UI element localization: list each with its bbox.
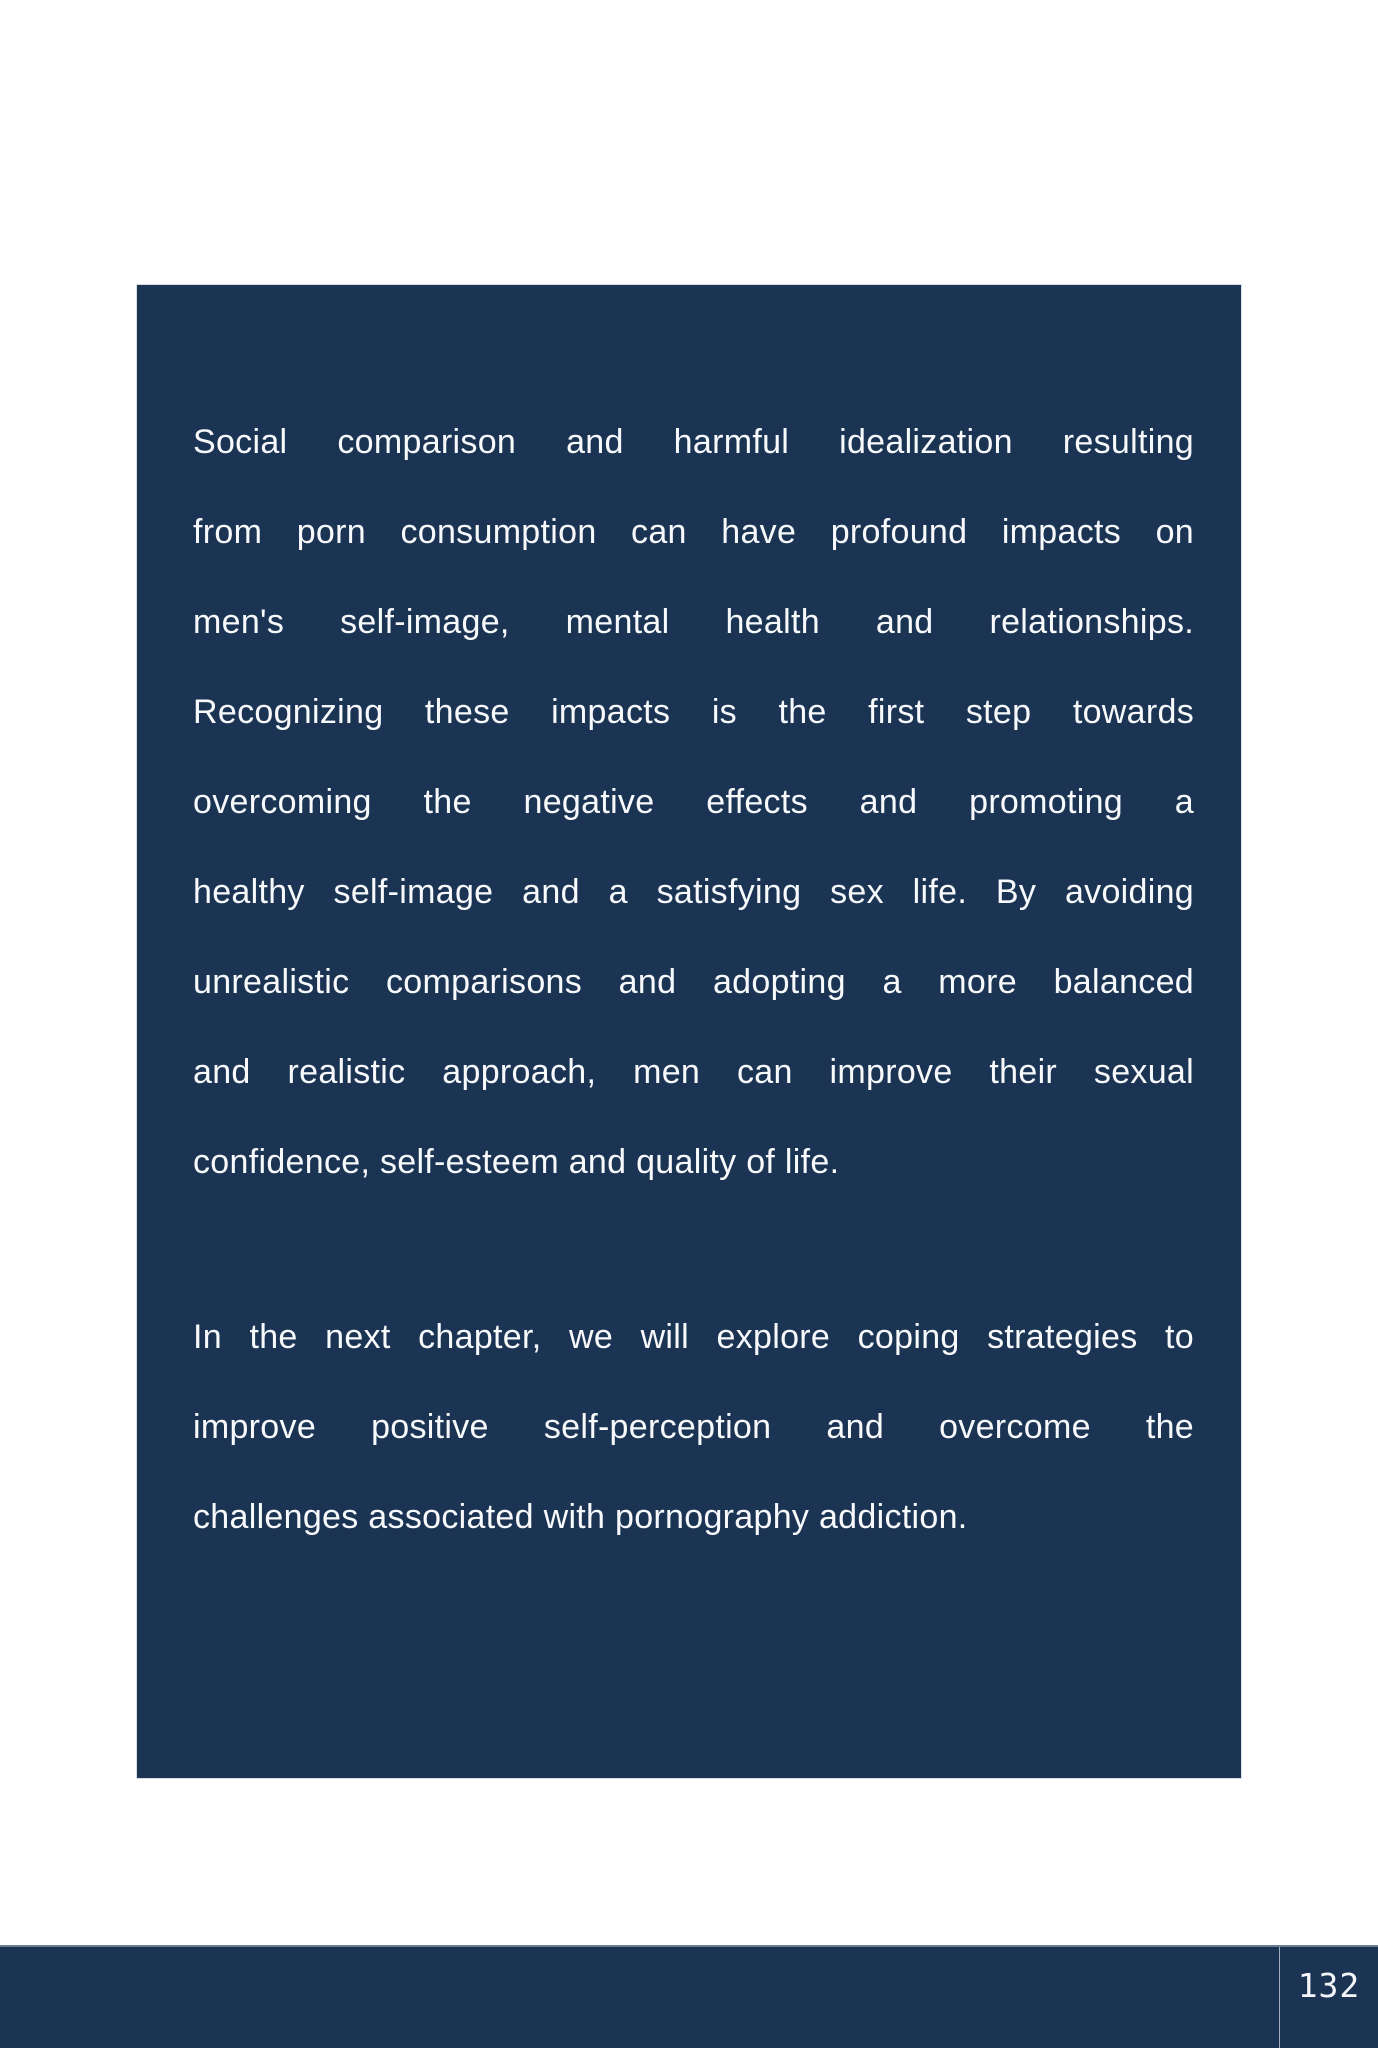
text-line: Recognizing these impacts is the first step towards <box>193 693 1194 731</box>
text-line: In the next chapter, we will explore coping strategies to <box>193 1318 1194 1356</box>
text-line: confidence, self-esteem and quality of life. <box>193 1143 840 1181</box>
text-line: from porn consumption can have profound impacts on <box>193 513 1194 551</box>
footer-bar <box>0 1945 1378 2048</box>
text-line: challenges associated with pornography addiction. <box>193 1498 968 1536</box>
text-line: improve positive self-perception and overcome the <box>193 1408 1194 1446</box>
content-panel <box>137 285 1241 1778</box>
page-number: 132 <box>1297 1966 1361 2005</box>
text-line: unrealistic comparisons and adopting a more balanced <box>193 963 1194 1001</box>
text-line: men's self-image, mental health and relationships. <box>193 603 1194 641</box>
text-line: overcoming the negative effects and promoting a <box>193 783 1194 821</box>
paragraph-2 <box>193 1292 1194 1562</box>
paragraph-1 <box>193 397 1194 1207</box>
text-line: healthy self-image and a satisfying sex life. By avoiding <box>193 873 1194 911</box>
page-number-cell <box>1280 1947 1378 2048</box>
text-line: and realistic approach, men can improve their sexual <box>193 1053 1194 1091</box>
text-line: Social comparison and harmful idealization resulting <box>193 423 1194 461</box>
